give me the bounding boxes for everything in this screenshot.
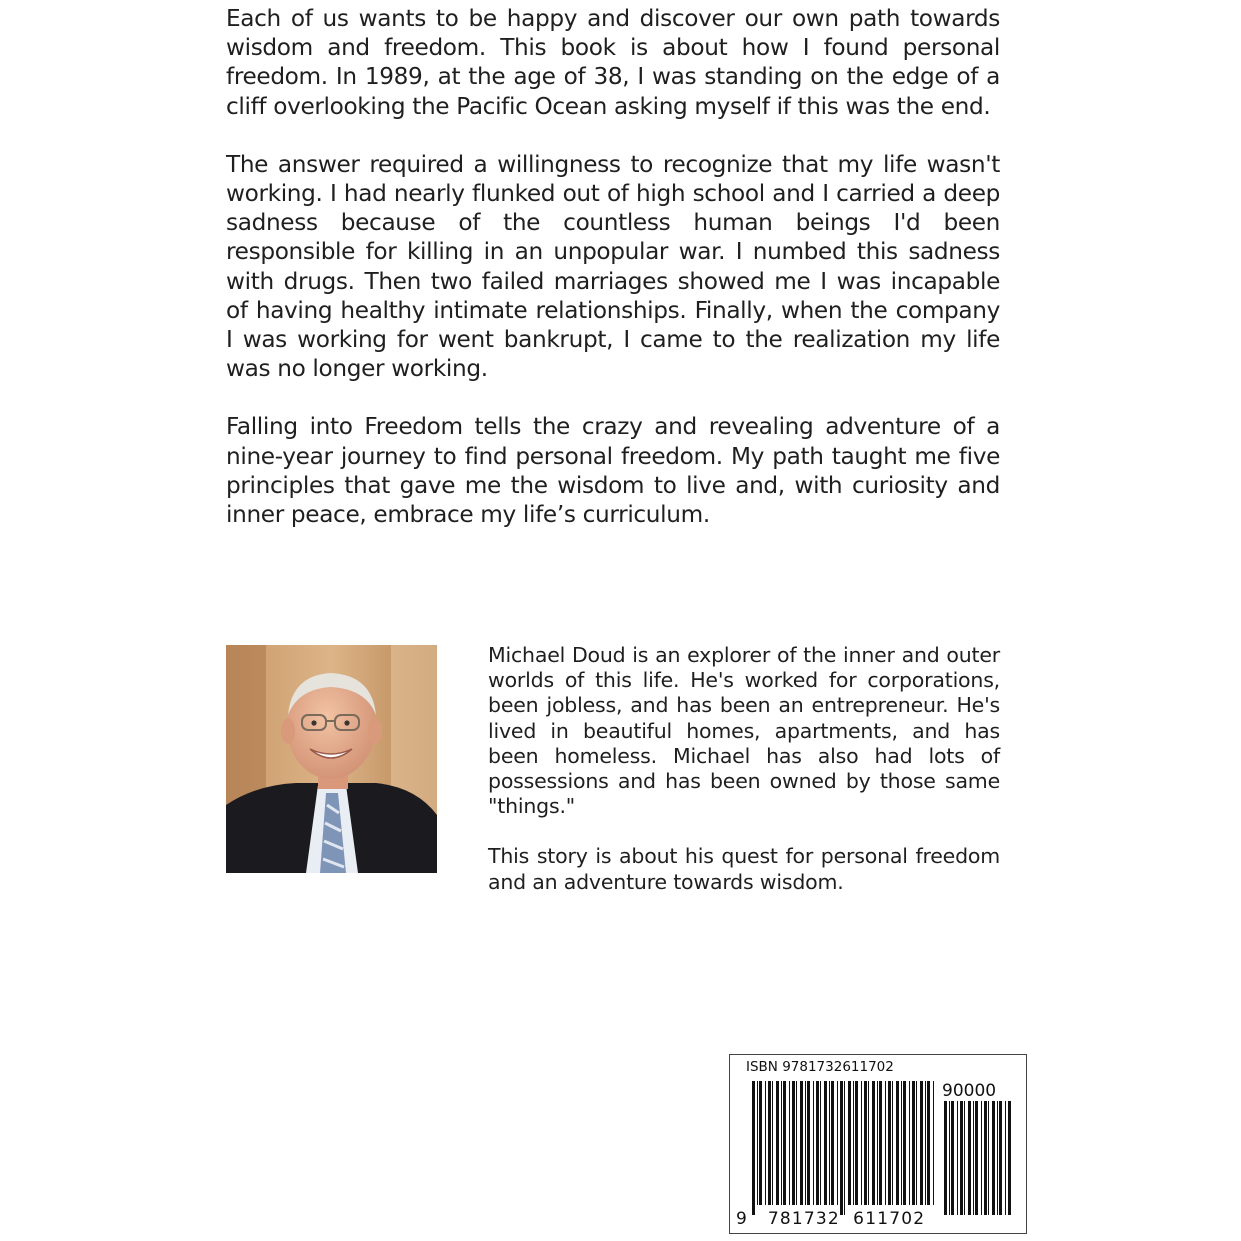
barcode-bar bbox=[807, 1081, 810, 1205]
barcode-bar bbox=[853, 1081, 854, 1205]
barcode-bar bbox=[837, 1081, 838, 1205]
barcode-bar bbox=[813, 1081, 814, 1205]
author-bio bbox=[488, 643, 1000, 920]
barcode-bar bbox=[916, 1081, 917, 1205]
barcode-bar bbox=[776, 1081, 779, 1205]
barcode-bar bbox=[829, 1081, 830, 1205]
barcode-bar bbox=[925, 1081, 926, 1205]
barcode-bar bbox=[840, 1081, 843, 1215]
barcode-bar bbox=[901, 1081, 902, 1205]
barcode-bar bbox=[981, 1101, 982, 1215]
author-photo bbox=[226, 645, 437, 873]
barcode-bar bbox=[892, 1081, 893, 1205]
barcode-bar bbox=[909, 1081, 910, 1205]
blurb-paragraph-2: The answer required a willingness to recognize that my life wasn't working. I had nearly flunked out of high school and I carried a deep sadness because of the countless human beings I'd been responsible for killing in an unpopular war. I numbed this sadness with drugs. Then two failed marriages showed me I was incapable of having healthy intimate relationships. Finally, when the company I was working for went bankrupt, I came to the realization my life was no longer working. bbox=[226, 150, 1000, 383]
isbn-label: ISBN 9781732611702 bbox=[746, 1059, 894, 1075]
barcode-bar bbox=[1008, 1101, 1011, 1215]
barcode-bar bbox=[772, 1081, 773, 1205]
barcode-bar bbox=[872, 1081, 875, 1205]
blurb-paragraph-3: Falling into Freedom tells the crazy and revealing adventure of a nine-year journey to find personal freedom. My path taught me five principles that gave me the wisdom to live and, with curiosity and inner peace, embrace my life’s curriculum. bbox=[226, 413, 1000, 529]
barcode-bar bbox=[944, 1101, 947, 1215]
barcode-bar bbox=[831, 1081, 834, 1205]
barcode-bar bbox=[951, 1101, 954, 1215]
barcode-bar bbox=[816, 1081, 819, 1205]
barcode-bar bbox=[855, 1081, 858, 1205]
barcode-bar bbox=[973, 1101, 974, 1215]
barcode-bar bbox=[957, 1101, 958, 1215]
barcode-bar bbox=[968, 1101, 971, 1215]
barcode-bar bbox=[752, 1081, 755, 1215]
barcode-bar bbox=[877, 1081, 878, 1205]
barcode-bar bbox=[868, 1081, 869, 1205]
blurb-paragraph-1: Each of us wants to be happy and discover our own path towards wisdom and freedom. This book is about how I found personal freedom. In 1989, at the age of 38, I was standing on the edge of a cliff overlooking the Pacific Ocean asking myself if this was the end. bbox=[226, 5, 1000, 120]
barcode-bars bbox=[730, 1055, 1028, 1235]
isbn-barcode bbox=[729, 1054, 1027, 1234]
barcode-bar bbox=[796, 1081, 797, 1205]
ean-digits bbox=[736, 1209, 925, 1229]
barcode-bar bbox=[820, 1081, 821, 1205]
barcode-bar bbox=[781, 1081, 782, 1205]
barcode-bar bbox=[912, 1081, 915, 1205]
barcode-bar bbox=[999, 1101, 1002, 1215]
barcode-bar bbox=[960, 1101, 963, 1215]
barcode-bar bbox=[903, 1081, 906, 1205]
barcode-bar bbox=[888, 1081, 891, 1205]
barcode-bar bbox=[848, 1081, 851, 1205]
price-code: 90000 bbox=[942, 1081, 997, 1101]
barcode-bar bbox=[997, 1101, 998, 1215]
barcode-bar bbox=[792, 1081, 795, 1205]
barcode-bar bbox=[759, 1081, 762, 1205]
barcode-bar bbox=[984, 1101, 987, 1215]
barcode-bar bbox=[949, 1101, 950, 1215]
barcode-bar bbox=[988, 1101, 989, 1215]
barcode-bar bbox=[864, 1081, 867, 1205]
barcode-bar bbox=[765, 1081, 766, 1205]
barcode-bar bbox=[920, 1081, 923, 1205]
barcode-bar bbox=[1005, 1101, 1006, 1215]
bio-paragraph-1: Michael Doud is an explorer of the inner and outer worlds of this life. He's worked for corporations, been jobless, and has been an entrepreneur. He's lived in beautiful homes, apartments, and has been homeless. Michael has also had lots of possessions and has been owned by those same "things." bbox=[488, 643, 1000, 819]
ean-right-digits: 611702 bbox=[853, 1209, 926, 1229]
book-blurb bbox=[226, 4, 1000, 558]
ean-left-digits: 781732 bbox=[767, 1209, 840, 1229]
barcode-bar bbox=[844, 1081, 845, 1215]
barcode-bar bbox=[885, 1081, 886, 1205]
barcode-bar bbox=[805, 1081, 806, 1205]
barcode-bar bbox=[975, 1101, 978, 1215]
barcode-bar bbox=[789, 1081, 790, 1205]
barcode-bar bbox=[879, 1081, 882, 1205]
barcode-bar bbox=[783, 1081, 786, 1205]
barcode-bar bbox=[757, 1081, 758, 1205]
barcode-bar bbox=[800, 1081, 803, 1205]
barcode-bar bbox=[768, 1081, 771, 1205]
barcode-bar bbox=[933, 1081, 934, 1205]
ean-first-digit: 9 bbox=[736, 1209, 749, 1229]
barcode-bar bbox=[896, 1081, 899, 1205]
barcode-bar bbox=[927, 1081, 930, 1205]
barcode-bar bbox=[861, 1081, 862, 1205]
barcode-bar bbox=[824, 1081, 827, 1205]
barcode-bar bbox=[964, 1101, 965, 1215]
bio-paragraph-2: This story is about his quest for personal freedom and an adventure towards wisdom. bbox=[488, 844, 1000, 894]
barcode-bar bbox=[992, 1101, 995, 1215]
